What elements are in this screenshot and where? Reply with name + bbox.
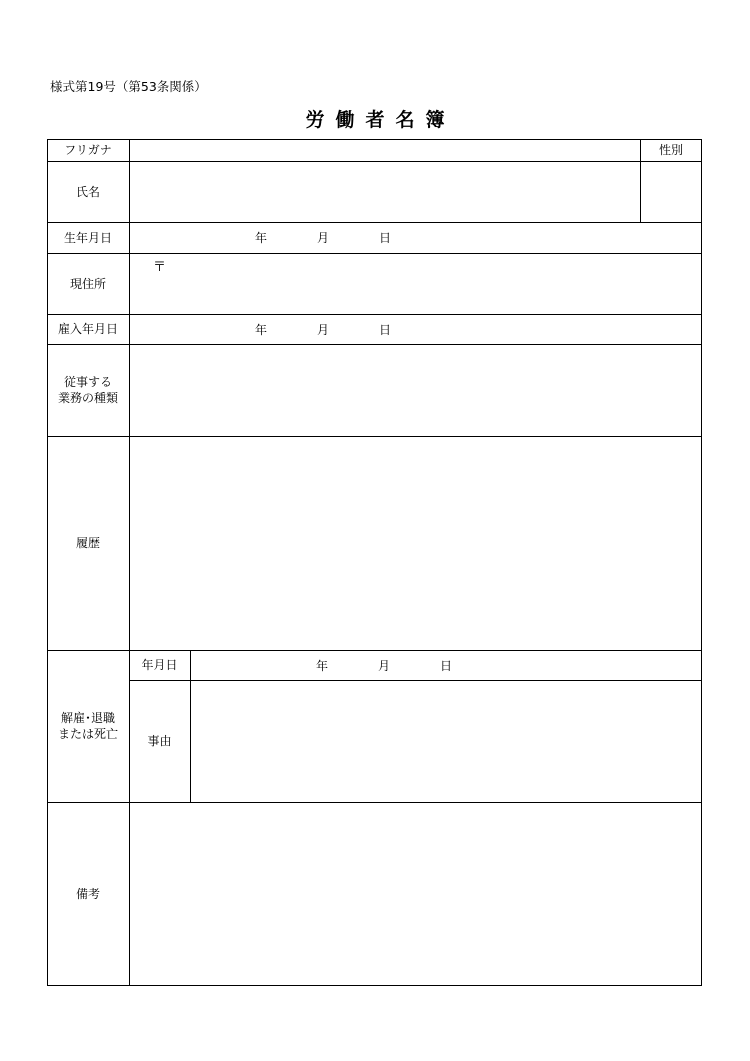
reason-label: 事由 (147, 734, 172, 748)
name-field[interactable] (131, 163, 639, 221)
reason-field[interactable] (192, 682, 700, 801)
address-label: 現住所 (69, 276, 106, 291)
remarks-label: 備考 (75, 887, 100, 901)
name-label: 氏名 (75, 184, 100, 199)
remarks-field[interactable] (131, 804, 700, 984)
hire-date-label: 雇入年月日 (57, 322, 118, 336)
hire-year-unit: 年 (255, 323, 268, 337)
furigana-field[interactable] (131, 141, 639, 160)
hire-month-unit: 月 (317, 323, 330, 337)
furigana-label: フリガナ (64, 143, 112, 157)
postal-mark: 〒 (153, 260, 167, 275)
gender-field[interactable] (642, 163, 700, 221)
birth-day-unit: 日 (379, 231, 392, 245)
birth-year-unit: 年 (255, 231, 268, 245)
hire-day-unit: 日 (379, 323, 392, 337)
dismissal-date-field[interactable] (192, 652, 700, 679)
row-divider (47, 253, 702, 254)
form-number: 様式第19号（第53条関係） (50, 79, 207, 94)
row-divider (47, 344, 702, 345)
column-divider (190, 650, 191, 802)
history-field[interactable] (131, 438, 700, 649)
gender-label: 性別 (658, 143, 683, 157)
birthdate-field[interactable] (131, 224, 700, 252)
row-divider (47, 161, 702, 162)
dismissal-month-unit: 月 (378, 659, 391, 673)
dismissal-day-unit: 日 (440, 659, 453, 673)
birth-month-unit: 月 (317, 231, 330, 245)
dismissal-label: 解雇･退職 または死亡 (57, 711, 118, 741)
job-type-field[interactable] (131, 346, 700, 435)
row-divider (47, 222, 702, 223)
row-divider (129, 680, 702, 681)
row-divider (47, 802, 702, 803)
birthdate-label: 生年月日 (63, 230, 112, 245)
dismissal-year-unit: 年 (316, 659, 329, 673)
page-title: 労働者名簿 (305, 109, 456, 131)
hire-date-field[interactable] (131, 316, 700, 343)
row-divider (47, 314, 702, 315)
dismissal-date-label: 年月日 (141, 658, 178, 672)
job-type-label: 従事する 業務の種類 (57, 375, 118, 405)
row-divider (47, 436, 702, 437)
history-label: 履歴 (75, 536, 100, 550)
column-divider (129, 139, 130, 986)
address-field[interactable] (131, 255, 700, 313)
